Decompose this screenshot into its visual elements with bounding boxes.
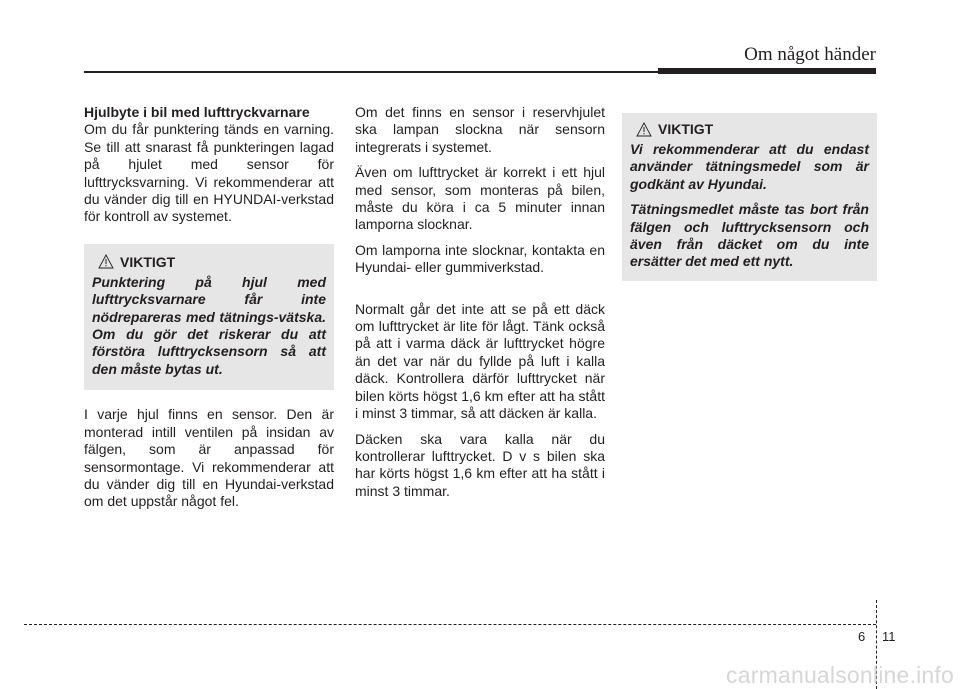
section-heading: Hjulbyte i bil med lufttryckvarnare (84, 104, 310, 120)
warning-triangle-icon (636, 122, 652, 137)
chapter-number: 6 (858, 629, 866, 644)
column-middle (355, 104, 605, 508)
warning-box (622, 113, 877, 281)
warning-text: Tätningsmedlet måste tas bort från fälgen och lufttrycksensorn och även från däcket om du inte ersätter det med ett nytt. (630, 201, 869, 270)
warning-text: Vi rekommenderar att du endast använder tätningsmedel som är godkänt av Hyundai. (630, 141, 869, 192)
watermark: carmanualsonline.info (726, 662, 954, 688)
footer-rule (24, 624, 876, 625)
paragraph: I varje hjul finns en sensor. Den är monterad intill ventilen på insidan av fälgen, som är anpassad för sensormontage. Vi rekommenderar att du vänder dig till en Hyundai-verkstad om det uppstår något fel. (84, 406, 334, 510)
paragraph: Om lamporna inte slocknar, kontakta en Hyundai- eller gummiverkstad. (355, 241, 605, 276)
warning-title-text: VIKTIGT (120, 253, 176, 270)
paragraph: Däcken ska vara kalla när du kontrollerar lufttrycket. D v s bilen ska har körts högst 1,6 km efter att ha stått i minst 3 timmar. (355, 430, 605, 499)
spacer (355, 285, 605, 301)
paragraph: Normalt går det inte att se på ett däck om lufttrycket är lite för lågt. Tänk också på att i varma däck är lufttrycket högre än det var när du fyllde på luft i kalla däck. Kontrollera därför lufttrycket när bilen körts högst 1,6 km efter att ha stått i minst 3 timmar, så att däcken är kalla. (355, 300, 605, 422)
warning-title-text: VIKTIGT (658, 121, 714, 137)
warning-text: Punktering på hjul med lufttrycksvarnare får inte nödrepareras med tätnings-vätska. Om du gör det riskerar du att förstöra lufttrycksensorn så att den måste bytas ut. (92, 273, 326, 377)
column-right (622, 113, 877, 281)
column-left (84, 104, 334, 519)
header-rule (84, 71, 660, 73)
warning-title (98, 254, 326, 270)
page-header-title: Om något händer (744, 44, 876, 65)
paragraph: Om det finns en sensor i reservhjulet ska lampan slockna när sensorn integrerats i systemet. (355, 104, 605, 155)
warning-triangle-icon (98, 254, 114, 269)
warning-title (636, 121, 869, 137)
paragraph: Även om lufttrycket är korrekt i ett hjul med sensor, som monteras på bilen, måste du köra i ca 5 minuter innan lamporna slocknar. (355, 164, 605, 233)
warning-box (84, 244, 334, 390)
page-number: 11 (882, 629, 896, 644)
header-rule-accent (658, 68, 876, 74)
paragraph: Om du får punktering tänds en varning. Se till att snarast få punkteringen lagad på hjulet med sensor för lufttrycksvarning. Vi rekommenderar att du vänder dig till en HYUNDAI-verkstad för kontroll av systemet. (84, 121, 334, 225)
